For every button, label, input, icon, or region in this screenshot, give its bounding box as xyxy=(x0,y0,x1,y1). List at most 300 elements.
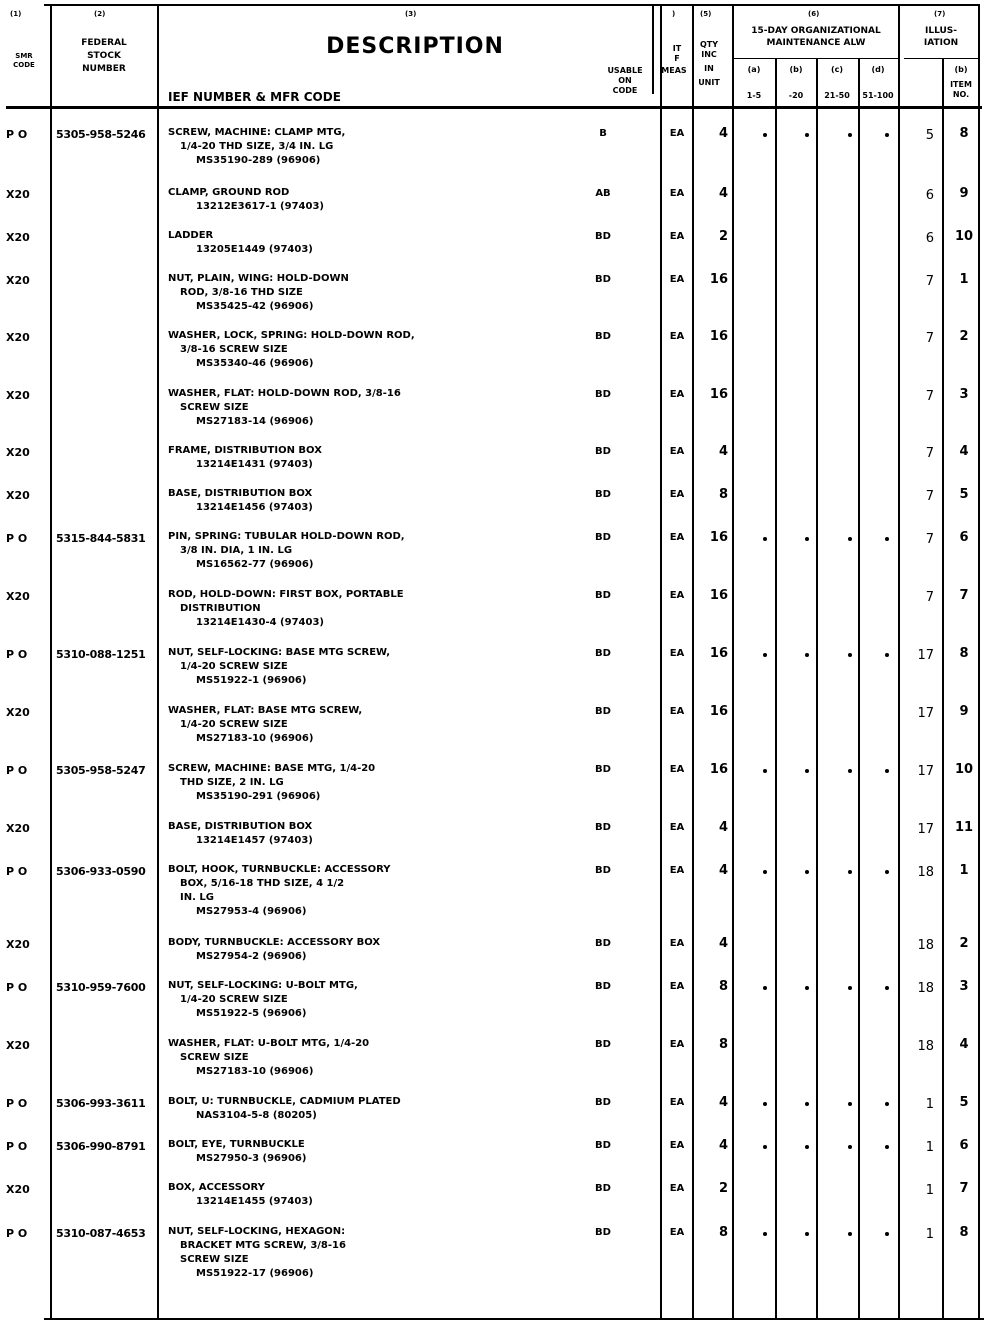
smr-code: P O xyxy=(6,865,28,878)
part-description xyxy=(168,444,322,472)
allowance-dot xyxy=(763,1145,767,1149)
quantity-in-unit: 4 xyxy=(718,126,728,141)
description-line: MS27183-10 (96906) xyxy=(196,1066,314,1077)
part-description xyxy=(168,704,362,746)
quantity-in-unit: 16 xyxy=(709,272,728,287)
description-line: NUT, SELF-LOCKING: U-BOLT MTG, xyxy=(168,980,358,991)
description-line: BOLT, HOOK, TURNBUCKLE: ACCESSORY xyxy=(168,864,391,875)
usable-on-code: BD xyxy=(595,389,611,400)
quantity-in-unit: 4 xyxy=(718,186,728,201)
usable-on-code: BD xyxy=(595,706,611,717)
item-number: 8 xyxy=(959,1225,969,1240)
description-line: MS51922-17 (96906) xyxy=(196,1268,314,1279)
item-no-header-2: NO. xyxy=(952,90,970,99)
allowance-dot xyxy=(763,537,767,541)
smr-code-header: SMR CODE xyxy=(13,52,35,69)
part-description xyxy=(168,1095,401,1123)
alw-header-line2: MAINTENANCE ALW xyxy=(766,38,866,48)
smr-code: X20 xyxy=(6,389,30,402)
usable-on-code: BD xyxy=(595,1097,611,1108)
federal-stock-number: 5310-959-7600 xyxy=(56,981,146,994)
description-line: WASHER, FLAT: U-BOLT MTG, 1/4-20 xyxy=(168,1038,370,1049)
smr-code: X20 xyxy=(6,706,30,719)
unit-of-measure: EA xyxy=(669,389,685,400)
description-line: MS27950-3 (96906) xyxy=(196,1153,307,1164)
description-line: 13214E1430-4 (97403) xyxy=(196,617,324,628)
description-line: WASHER, FLAT: HOLD-DOWN ROD, 3/8-16 xyxy=(168,388,401,399)
quantity-in-unit: 8 xyxy=(718,487,728,502)
figure-number: 17 xyxy=(917,648,934,663)
unit-of-measure: EA xyxy=(669,764,685,775)
allowance-dot xyxy=(805,653,809,657)
description-line: 13214E1455 (97403) xyxy=(196,1196,313,1207)
usable-on-code: BD xyxy=(595,648,611,659)
allowance-dot xyxy=(805,870,809,874)
smr-code: X20 xyxy=(6,188,30,201)
unit-of-measure: EA xyxy=(669,1183,685,1194)
unit-of-measure: EA xyxy=(669,446,685,457)
description-line: BOLT, EYE, TURNBUCKLE xyxy=(168,1139,305,1150)
allowance-dot xyxy=(885,1232,889,1236)
allowance-dot xyxy=(848,870,852,874)
unit-of-measure: EA xyxy=(669,1140,685,1151)
item-number: 1 xyxy=(959,863,969,878)
quantity-in-unit: 4 xyxy=(718,863,728,878)
allowance-dot xyxy=(763,769,767,773)
unit-of-measure: EA xyxy=(669,1227,685,1238)
usable-on-code: BD xyxy=(595,1227,611,1238)
description-line: 1/4-20 THD SIZE, 3/4 IN. LG xyxy=(180,141,334,152)
description-line: BOX, ACCESSORY xyxy=(168,1182,265,1193)
item-number: 6 xyxy=(959,530,969,545)
part-description xyxy=(168,588,404,630)
fsn-header-line1: FEDERAL xyxy=(81,38,127,48)
usable-on-code: BD xyxy=(595,981,611,992)
description-line: MS35340-46 (96906) xyxy=(196,358,314,369)
description-line: NUT, PLAIN, WING: HOLD-DOWN xyxy=(168,273,349,284)
allowance-dot xyxy=(848,537,852,541)
part-description xyxy=(168,1138,306,1166)
figure-number: 7 xyxy=(925,331,934,346)
alw-range-a: 1-5 xyxy=(746,91,762,100)
description-line: 1/4-20 SCREW SIZE xyxy=(180,719,288,730)
usable-on-code: BD xyxy=(595,938,611,949)
description-line: SCREW, MACHINE: BASE MTG, 1/4-20 xyxy=(168,763,376,774)
quantity-in-unit: 8 xyxy=(718,1225,728,1240)
item-number: 4 xyxy=(959,1037,969,1052)
federal-stock-number: 5306-993-3611 xyxy=(56,1097,146,1110)
description-line: MS16562-77 (96906) xyxy=(196,559,314,570)
unit-of-measure: EA xyxy=(669,648,685,659)
alw-range-b: -20 xyxy=(788,91,804,100)
item-number: 2 xyxy=(959,329,969,344)
part-description xyxy=(168,936,380,964)
usable-on-header-3: CODE xyxy=(612,86,638,95)
uom-header-1: IT xyxy=(672,44,682,53)
unit-of-measure: EA xyxy=(669,981,685,992)
figure-number: 7 xyxy=(925,389,934,404)
unit-of-measure: EA xyxy=(669,1097,685,1108)
description-line: MS35425-42 (96906) xyxy=(196,301,314,312)
item-number: 1 xyxy=(959,272,969,287)
description-line: 3/8 IN. DIA, 1 IN. LG xyxy=(180,545,293,556)
unit-of-measure: EA xyxy=(669,590,685,601)
item-number: 8 xyxy=(959,126,969,141)
unit-of-measure: EA xyxy=(669,706,685,717)
quantity-in-unit: 4 xyxy=(718,936,728,951)
item-number: 2 xyxy=(959,936,969,951)
figure-number: 1 xyxy=(925,1227,934,1242)
allowance-dot xyxy=(805,1145,809,1149)
fsn-header-line2: STOCK xyxy=(87,51,121,61)
item-number: 8 xyxy=(959,646,969,661)
allowance-dot xyxy=(805,1102,809,1106)
alw-range-d: 51-100 xyxy=(862,91,894,100)
allowance-dot xyxy=(885,653,889,657)
allowance-dot xyxy=(885,537,889,541)
allowance-dot xyxy=(848,1232,852,1236)
figure-number: 5 xyxy=(925,128,934,143)
qty-header-2: INC xyxy=(701,50,717,59)
smr-code: P O xyxy=(6,532,28,545)
unit-of-measure: EA xyxy=(669,231,685,242)
allowance-dot xyxy=(848,769,852,773)
unit-of-measure: EA xyxy=(669,331,685,342)
quantity-in-unit: 16 xyxy=(709,329,728,344)
part-description xyxy=(168,820,313,848)
description-line: MS35190-291 (96906) xyxy=(196,791,321,802)
fsn-header-line3: NUMBER xyxy=(82,64,126,74)
col-divider-fsn xyxy=(157,4,159,1318)
alw-sub-c: (c) xyxy=(830,65,844,74)
description-line: BOX, 5/16-18 THD SIZE, 4 1/2 xyxy=(180,878,345,889)
description-line: SCREW SIZE xyxy=(180,1052,249,1063)
description-line: MS35190-289 (96906) xyxy=(196,155,321,166)
part-description xyxy=(168,646,390,688)
description-line: MS27183-10 (96906) xyxy=(196,733,314,744)
col-divider-usable xyxy=(652,4,654,94)
figure-number: 17 xyxy=(917,822,934,837)
quantity-in-unit: 16 xyxy=(709,387,728,402)
part-description xyxy=(168,487,313,515)
smr-code: P O xyxy=(6,981,28,994)
col-divider-illus xyxy=(898,4,900,1318)
usable-on-code: AB xyxy=(595,188,611,199)
smr-code: X20 xyxy=(6,590,30,603)
allowance-dot xyxy=(763,133,767,137)
federal-stock-number: 5306-933-0590 xyxy=(56,865,146,878)
col5-number: (5) xyxy=(700,10,712,18)
item-number: 10 xyxy=(954,762,974,777)
description-line: DISTRIBUTION xyxy=(180,603,261,614)
usable-on-code: BD xyxy=(595,1140,611,1151)
description-line: NUT, SELF-LOCKING: BASE MTG SCREW, xyxy=(168,647,391,658)
federal-stock-number: 5315-844-5831 xyxy=(56,532,146,545)
illus-header-1: ILLUS- xyxy=(924,26,958,36)
col-divider-alw-d xyxy=(858,58,860,1318)
figure-number: 1 xyxy=(925,1097,934,1112)
quantity-in-unit: 2 xyxy=(718,1181,728,1196)
allowance-dot xyxy=(805,537,809,541)
item-number: 3 xyxy=(959,387,969,402)
quantity-in-unit: 16 xyxy=(709,588,728,603)
figure-number: 17 xyxy=(917,764,934,779)
figure-number: 7 xyxy=(925,274,934,289)
part-description xyxy=(168,329,415,371)
col-divider-smr xyxy=(50,4,52,1318)
allowance-dot xyxy=(848,1102,852,1106)
allowance-dot xyxy=(885,769,889,773)
smr-code: P O xyxy=(6,128,28,141)
figure-number: 17 xyxy=(917,706,934,721)
qty-header-3: IN xyxy=(704,64,714,73)
col-divider-qty xyxy=(692,4,694,1318)
smr-code: P O xyxy=(6,1140,28,1153)
item-number: 5 xyxy=(959,487,969,502)
allowance-dot xyxy=(805,769,809,773)
federal-stock-number: 5305-958-5247 xyxy=(56,764,146,777)
description-header: DESCRIPTION xyxy=(326,34,504,59)
quantity-in-unit: 4 xyxy=(718,820,728,835)
description-line: MS27953-4 (96906) xyxy=(196,906,307,917)
allowance-dot xyxy=(885,1102,889,1106)
part-description xyxy=(168,1037,369,1079)
alw-header-line1: 15-DAY ORGANIZATIONAL xyxy=(751,26,881,36)
allowance-dot xyxy=(763,870,767,874)
figure-number: 7 xyxy=(925,532,934,547)
qty-header-4: UNIT xyxy=(698,78,720,87)
unit-of-measure: EA xyxy=(669,1039,685,1050)
item-number: 7 xyxy=(959,1181,969,1196)
allowance-dot xyxy=(885,986,889,990)
col1-number: (1) xyxy=(10,10,22,18)
usable-on-code: BD xyxy=(595,764,611,775)
smr-code: P O xyxy=(6,1227,28,1240)
usable-on-code: BD xyxy=(595,1039,611,1050)
qty-header-1: QTY xyxy=(699,40,719,49)
col-divider-uom xyxy=(660,4,662,1318)
uom-header-2: F xyxy=(674,54,680,63)
alw-sub-a: (a) xyxy=(747,65,761,74)
description-line: FRAME, DISTRIBUTION BOX xyxy=(168,445,322,456)
description-line: MS27183-14 (96906) xyxy=(196,416,314,427)
usable-on-code: BD xyxy=(595,274,611,285)
quantity-in-unit: 16 xyxy=(709,704,728,719)
description-line: BASE, DISTRIBUTION BOX xyxy=(168,488,313,499)
col6-number: (6) xyxy=(808,10,820,18)
description-line: SCREW SIZE xyxy=(180,1254,249,1265)
figure-number: 6 xyxy=(925,231,934,246)
usable-on-code: BD xyxy=(595,489,611,500)
item-number: 7 xyxy=(959,588,969,603)
col-divider-alw-c xyxy=(816,58,818,1318)
item-number: 3 xyxy=(959,979,969,994)
description-line: LADDER xyxy=(168,230,214,241)
quantity-in-unit: 8 xyxy=(718,979,728,994)
part-description xyxy=(168,863,391,919)
description-line: NAS3104-5-8 (80205) xyxy=(196,1110,317,1121)
item-number: 5 xyxy=(959,1095,969,1110)
col7-number: (7) xyxy=(934,10,946,18)
description-line: MS51922-5 (96906) xyxy=(196,1008,307,1019)
figure-number: 18 xyxy=(917,865,934,880)
uom-header-3: MEAS xyxy=(661,66,687,75)
smr-code: X20 xyxy=(6,1039,30,1052)
description-line: BODY, TURNBUCKLE: ACCESSORY BOX xyxy=(168,937,381,948)
quantity-in-unit: 16 xyxy=(709,762,728,777)
part-description xyxy=(168,979,358,1021)
allowance-dot xyxy=(763,1232,767,1236)
smr-code: X20 xyxy=(6,446,30,459)
figure-number: 6 xyxy=(925,188,934,203)
unit-of-measure: EA xyxy=(669,274,685,285)
unit-of-measure: EA xyxy=(669,188,685,199)
quantity-in-unit: 4 xyxy=(718,1138,728,1153)
description-line: PIN, SPRING: TUBULAR HOLD-DOWN ROD, xyxy=(168,531,405,542)
part-description xyxy=(168,762,375,804)
smr-code: X20 xyxy=(6,231,30,244)
description-line: 3/8-16 SCREW SIZE xyxy=(180,344,288,355)
reference-number-header: IEF NUMBER & MFR CODE xyxy=(168,90,341,104)
allowance-dot xyxy=(763,1102,767,1106)
description-line: WASHER, LOCK, SPRING: HOLD-DOWN ROD, xyxy=(168,330,415,341)
item-number: 9 xyxy=(959,186,969,201)
bottom-border xyxy=(44,1318,984,1320)
allowance-dot xyxy=(805,1232,809,1236)
usable-on-code: BD xyxy=(595,865,611,876)
allowance-dot xyxy=(848,986,852,990)
description-line: 13205E1449 (97403) xyxy=(196,244,313,255)
col2-number: (2) xyxy=(94,10,106,18)
description-line: 13214E1456 (97403) xyxy=(196,502,313,513)
part-description xyxy=(168,1181,313,1209)
part-description xyxy=(168,530,405,572)
figure-number: 7 xyxy=(925,489,934,504)
unit-of-measure: EA xyxy=(669,489,685,500)
allowance-dot xyxy=(763,653,767,657)
smr-code: P O xyxy=(6,648,28,661)
description-line: 13212E3617-1 (97403) xyxy=(196,201,324,212)
col-divider-alw-b xyxy=(775,58,777,1318)
description-line: ROD, 3/8-16 THD SIZE xyxy=(180,287,303,298)
description-line: ROD, HOLD-DOWN: FIRST BOX, PORTABLE xyxy=(168,589,404,600)
figure-number: 18 xyxy=(917,1039,934,1054)
alw-range-c: 21-50 xyxy=(824,91,850,100)
allowance-dot xyxy=(763,986,767,990)
smr-code: P O xyxy=(6,764,28,777)
illus-sub-b: (b) xyxy=(954,65,968,74)
description-line: BASE, DISTRIBUTION BOX xyxy=(168,821,313,832)
usable-on-code: BD xyxy=(595,1183,611,1194)
part-description xyxy=(168,186,324,214)
smr-code: X20 xyxy=(6,822,30,835)
description-line: IN. LG xyxy=(180,892,214,903)
usable-on-code: BD xyxy=(595,231,611,242)
description-line: THD SIZE, 2 IN. LG xyxy=(180,777,284,788)
item-number: 10 xyxy=(954,229,974,244)
part-description xyxy=(168,126,345,168)
smr-code: X20 xyxy=(6,938,30,951)
part-description xyxy=(168,272,349,314)
part-description xyxy=(168,229,313,257)
smr-code: X20 xyxy=(6,1183,30,1196)
figure-number: 1 xyxy=(925,1183,934,1198)
quantity-in-unit: 4 xyxy=(718,444,728,459)
unit-of-measure: EA xyxy=(669,865,685,876)
item-number: 11 xyxy=(954,820,974,835)
item-no-header-1: ITEM xyxy=(950,80,972,89)
description-line: SCREW, MACHINE: CLAMP MTG, xyxy=(168,127,346,138)
description-line: CLAMP, GROUND ROD xyxy=(168,187,290,198)
right-border xyxy=(978,4,980,1318)
figure-number: 7 xyxy=(925,446,934,461)
federal-stock-number: 5310-087-4653 xyxy=(56,1227,146,1240)
unit-of-measure: EA xyxy=(669,822,685,833)
usable-on-code: B xyxy=(599,128,607,139)
unit-of-measure: EA xyxy=(669,532,685,543)
top-border xyxy=(44,4,980,6)
allowance-dot xyxy=(848,133,852,137)
part-description xyxy=(168,1225,346,1281)
usable-on-code: BD xyxy=(595,446,611,457)
usable-on-code: BD xyxy=(595,532,611,543)
figure-number: 7 xyxy=(925,590,934,605)
item-number: 9 xyxy=(959,704,969,719)
usable-on-header-2: ON xyxy=(618,76,632,85)
alw-sub-b: (b) xyxy=(789,65,803,74)
federal-stock-number: 5305-958-5246 xyxy=(56,128,146,141)
header-bottom-border xyxy=(6,106,982,109)
item-number: 4 xyxy=(959,444,969,459)
usable-on-code: BD xyxy=(595,822,611,833)
description-line: 1/4-20 SCREW SIZE xyxy=(180,661,288,672)
figure-number: 1 xyxy=(925,1140,934,1155)
illus-header-2: IATION xyxy=(923,38,959,48)
col4-number: ) xyxy=(672,10,676,18)
quantity-in-unit: 16 xyxy=(709,646,728,661)
description-line: 13214E1457 (97403) xyxy=(196,835,313,846)
allowance-dot xyxy=(848,653,852,657)
description-line: 13214E1431 (97403) xyxy=(196,459,313,470)
figure-number: 18 xyxy=(917,981,934,996)
col-divider-item xyxy=(942,58,944,1318)
description-line: SCREW SIZE xyxy=(180,402,249,413)
description-line: BOLT, U: TURNBUCKLE, CADMIUM PLATED xyxy=(168,1096,401,1107)
col3-number: (3) xyxy=(405,10,417,18)
alw-sub-d: (d) xyxy=(871,65,885,74)
description-line: 1/4-20 SCREW SIZE xyxy=(180,994,288,1005)
smr-code: X20 xyxy=(6,489,30,502)
part-description xyxy=(168,387,401,429)
unit-of-measure: EA xyxy=(669,128,685,139)
item-number: 6 xyxy=(959,1138,969,1153)
figure-number: 18 xyxy=(917,938,934,953)
smr-code: P O xyxy=(6,1097,28,1110)
unit-of-measure: EA xyxy=(669,938,685,949)
allowance-dot xyxy=(848,1145,852,1149)
description-line: BRACKET MTG SCREW, 3/8-16 xyxy=(180,1240,346,1251)
quantity-in-unit: 16 xyxy=(709,530,728,545)
federal-stock-number: 5306-990-8791 xyxy=(56,1140,146,1153)
allowance-dot xyxy=(885,133,889,137)
smr-code: X20 xyxy=(6,274,30,287)
federal-stock-number: 5310-088-1251 xyxy=(56,648,146,661)
description-line: MS51922-1 (96906) xyxy=(196,675,307,686)
allowance-dot xyxy=(805,986,809,990)
allowance-dot xyxy=(885,1145,889,1149)
description-line: MS27954-2 (96906) xyxy=(196,951,307,962)
usable-on-code: BD xyxy=(595,331,611,342)
